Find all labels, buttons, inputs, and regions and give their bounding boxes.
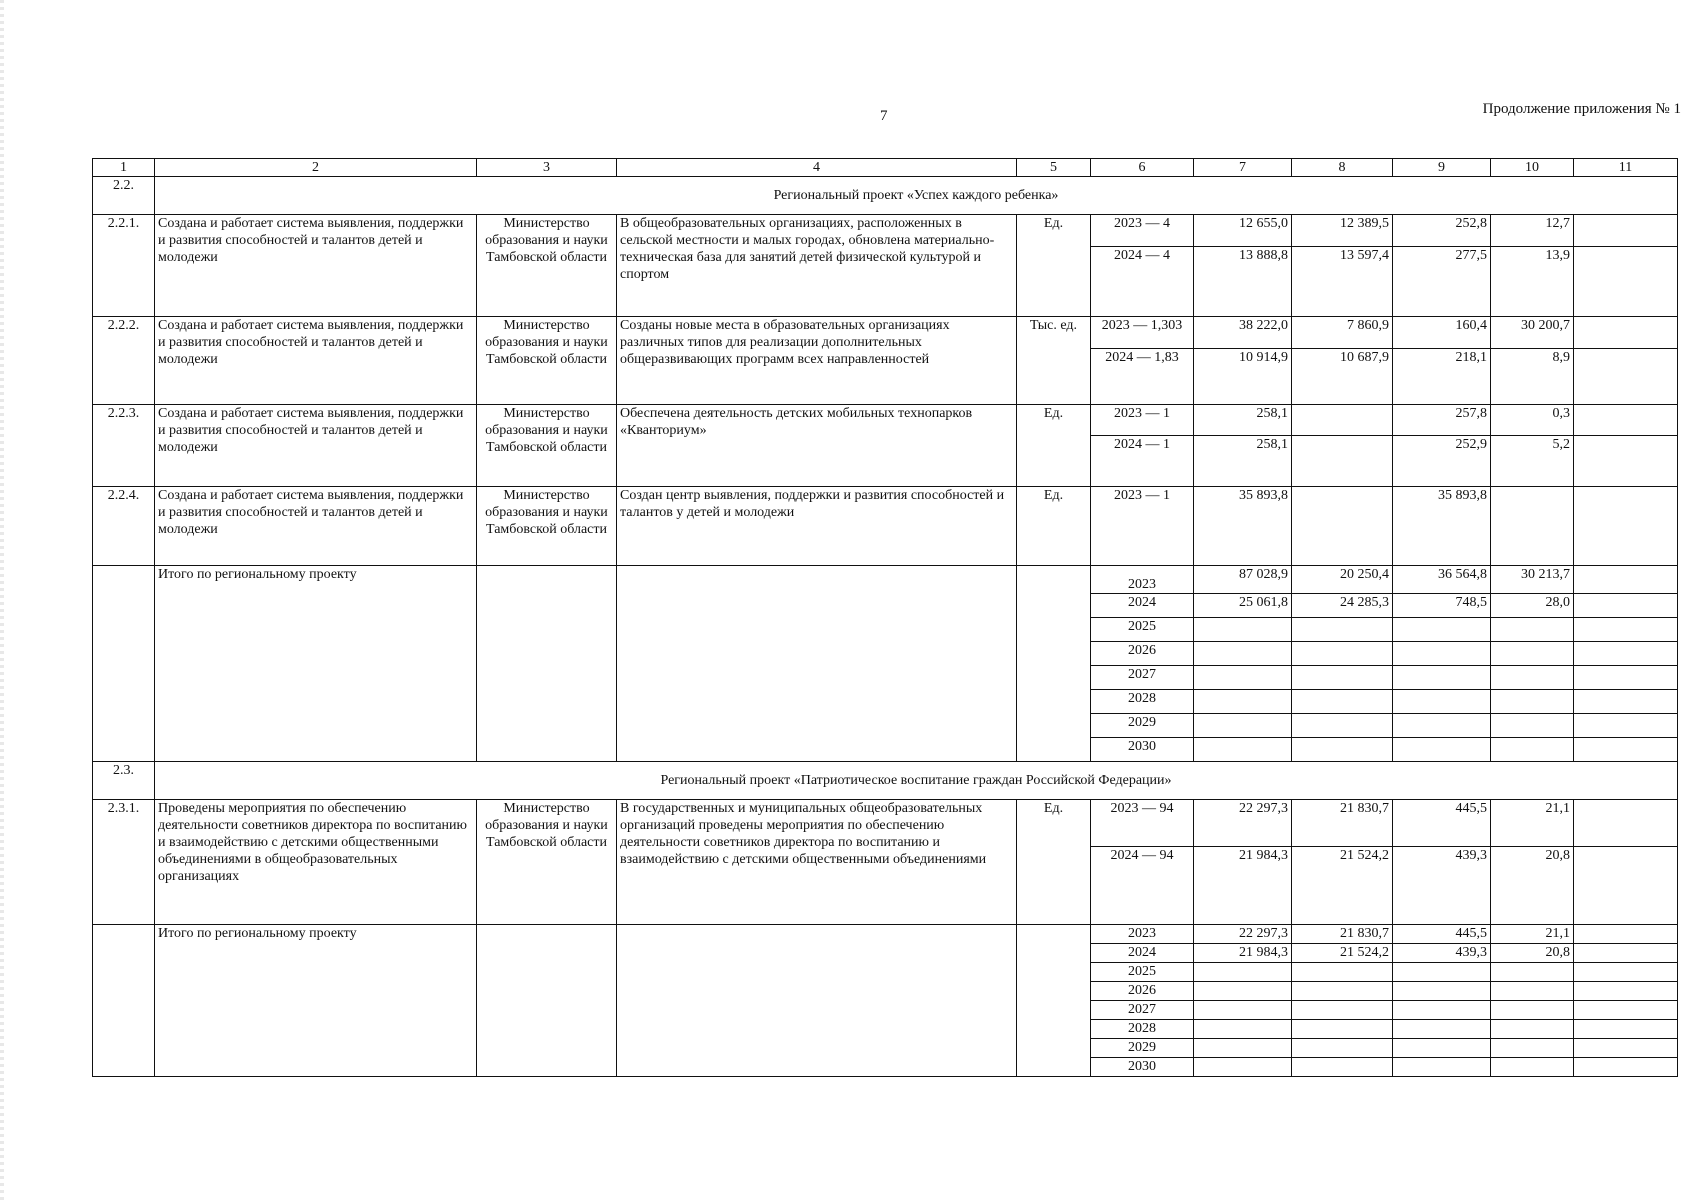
- amount-federal: 21 830,7: [1292, 800, 1393, 847]
- total-amount-local: [1491, 714, 1574, 738]
- total-amount-regional: [1393, 1058, 1491, 1077]
- section-row: [93, 177, 1678, 215]
- total-amount-total: [1194, 738, 1292, 762]
- total-amount-extra: [1574, 738, 1678, 762]
- total-row: [93, 566, 1678, 594]
- total-amount-local: 20,8: [1491, 944, 1574, 963]
- indicator-value: 2024 — 1: [1091, 436, 1194, 487]
- amount-local: 21,1: [1491, 800, 1574, 847]
- indicator-value: 2024 — 94: [1091, 847, 1194, 925]
- amount-regional: 160,4: [1393, 317, 1491, 349]
- indicator-text: В государственных и муниципальных общеобразовательных организаций проведены мероприятия по обеспечению деятельности советников директора по воспитанию и взаимодействию с детскими общественными объединениями: [617, 800, 1017, 925]
- total-amount-federal: 24 285,3: [1292, 594, 1393, 618]
- total-amount-total: [1194, 714, 1292, 738]
- amount-total: 12 655,0: [1194, 215, 1292, 247]
- amount-extra: [1574, 405, 1678, 436]
- row-number: 2.2.1.: [93, 215, 155, 317]
- amount-local: 12,7: [1491, 215, 1574, 247]
- total-unit: [1017, 566, 1091, 762]
- result-text: Создана и работает система выявления, поддержки и развития способностей и талантов детей и молодежи: [155, 317, 477, 405]
- table-row: [93, 405, 1678, 436]
- amount-total: 258,1: [1194, 436, 1292, 487]
- total-year: 2025: [1091, 618, 1194, 642]
- amount-regional: 257,8: [1393, 405, 1491, 436]
- amount-total: 21 984,3: [1194, 847, 1292, 925]
- total-amount-local: [1491, 982, 1574, 1001]
- total-year: 2023: [1091, 566, 1194, 594]
- indicator-text: В общеобразовательных организациях, расположенных в сельской местности и малых городах, обновлена материально-техническая база для занятий детей физической культурой и спортом: [617, 215, 1017, 317]
- column-number: 4: [617, 159, 1017, 177]
- total-amount-regional: [1393, 1039, 1491, 1058]
- total-amount-extra: [1574, 666, 1678, 690]
- total-amount-extra: [1574, 1020, 1678, 1039]
- amount-federal: [1292, 436, 1393, 487]
- total-year: 2030: [1091, 1058, 1194, 1077]
- total-amount-regional: [1393, 666, 1491, 690]
- amount-total: 22 297,3: [1194, 800, 1292, 847]
- responsible-executor: Министерство образования и науки Тамбовской области: [477, 405, 617, 487]
- table-row: [93, 215, 1678, 247]
- total-year: 2026: [1091, 982, 1194, 1001]
- total-amount-extra: [1574, 690, 1678, 714]
- total-amount-regional: [1393, 738, 1491, 762]
- total-amount-federal: [1292, 618, 1393, 642]
- total-unit: [1017, 925, 1091, 1077]
- indicator-text: Созданы новые места в образовательных организациях различных типов для реализации дополнительных общеразвивающих программ всех направленностей: [617, 317, 1017, 405]
- total-amount-local: [1491, 1001, 1574, 1020]
- row-number: 2.3.1.: [93, 800, 155, 925]
- column-number: 8: [1292, 159, 1393, 177]
- indicator-value: 2024 — 1,83: [1091, 349, 1194, 405]
- total-amount-extra: [1574, 963, 1678, 982]
- total-amount-regional: 748,5: [1393, 594, 1491, 618]
- amount-federal: 7 860,9: [1292, 317, 1393, 349]
- total-year: 2024: [1091, 594, 1194, 618]
- total-amount-federal: [1292, 1001, 1393, 1020]
- amount-extra: [1574, 247, 1678, 317]
- total-year: 2029: [1091, 714, 1194, 738]
- table-row: [93, 800, 1678, 847]
- column-number: 7: [1194, 159, 1292, 177]
- amount-total: 258,1: [1194, 405, 1292, 436]
- table-row: [93, 487, 1678, 566]
- total-amount-local: 30 213,7: [1491, 566, 1574, 594]
- total-amount-regional: [1393, 714, 1491, 738]
- total-year: 2024: [1091, 944, 1194, 963]
- total-amount-total: [1194, 1020, 1292, 1039]
- total-year: 2029: [1091, 1039, 1194, 1058]
- total-amount-extra: [1574, 944, 1678, 963]
- amount-local: 30 200,7: [1491, 317, 1574, 349]
- total-amount-local: [1491, 1058, 1574, 1077]
- amount-extra: [1574, 800, 1678, 847]
- total-amount-total: [1194, 963, 1292, 982]
- unit-of-measure: Тыс. ед.: [1017, 317, 1091, 405]
- total-amount-extra: [1574, 1039, 1678, 1058]
- total-amount-regional: [1393, 642, 1491, 666]
- total-amount-local: [1491, 666, 1574, 690]
- row-number: 2.2.3.: [93, 405, 155, 487]
- total-amount-regional: [1393, 1001, 1491, 1020]
- total-amount-federal: [1292, 666, 1393, 690]
- total-amount-total: 87 028,9: [1194, 566, 1292, 594]
- amount-federal: [1292, 487, 1393, 566]
- amount-extra: [1574, 847, 1678, 925]
- amount-extra: [1574, 436, 1678, 487]
- page-number: 7: [880, 108, 888, 124]
- amount-total: 10 914,9: [1194, 349, 1292, 405]
- total-amount-extra: [1574, 925, 1678, 944]
- section-title: Региональный проект «Успех каждого ребенка»: [155, 177, 1678, 215]
- table-row: [93, 317, 1678, 349]
- responsible-executor: Министерство образования и науки Тамбовской области: [477, 487, 617, 566]
- total-year: 2028: [1091, 1020, 1194, 1039]
- total-amount-total: [1194, 642, 1292, 666]
- responsible-executor: Министерство образования и науки Тамбовской области: [477, 317, 617, 405]
- total-amount-local: 28,0: [1491, 594, 1574, 618]
- section-number: 2.2.: [93, 177, 155, 215]
- amount-regional: 218,1: [1393, 349, 1491, 405]
- indicator-value: 2023 — 4: [1091, 215, 1194, 247]
- section-title: Региональный проект «Патриотическое воспитание граждан Российской Федерации»: [155, 762, 1678, 800]
- row-number: 2.2.2.: [93, 317, 155, 405]
- total-amount-federal: [1292, 963, 1393, 982]
- total-amount-local: 21,1: [1491, 925, 1574, 944]
- total-amount-regional: [1393, 690, 1491, 714]
- total-amount-extra: [1574, 566, 1678, 594]
- column-number-row: [93, 159, 1678, 177]
- indicator-value: 2023 — 94: [1091, 800, 1194, 847]
- total-amount-local: [1491, 618, 1574, 642]
- total-amount-total: [1194, 690, 1292, 714]
- total-number: [93, 566, 155, 762]
- section-number: 2.3.: [93, 762, 155, 800]
- total-amount-total: [1194, 1001, 1292, 1020]
- total-amount-federal: [1292, 642, 1393, 666]
- total-amount-extra: [1574, 642, 1678, 666]
- total-amount-total: 21 984,3: [1194, 944, 1292, 963]
- total-amount-regional: 445,5: [1393, 925, 1491, 944]
- amount-regional: 445,5: [1393, 800, 1491, 847]
- amount-local: 8,9: [1491, 349, 1574, 405]
- total-row: [93, 925, 1678, 944]
- total-amount-total: 22 297,3: [1194, 925, 1292, 944]
- total-indicator: [617, 566, 1017, 762]
- indicator-value: 2023 — 1: [1091, 405, 1194, 436]
- amount-regional: 252,9: [1393, 436, 1491, 487]
- amount-local: [1491, 487, 1574, 566]
- amount-extra: [1574, 487, 1678, 566]
- total-amount-federal: [1292, 1058, 1393, 1077]
- total-amount-total: [1194, 666, 1292, 690]
- total-amount-extra: [1574, 714, 1678, 738]
- total-amount-regional: [1393, 982, 1491, 1001]
- total-amount-extra: [1574, 982, 1678, 1001]
- total-amount-federal: 21 524,2: [1292, 944, 1393, 963]
- total-amount-regional: [1393, 963, 1491, 982]
- amount-federal: 10 687,9: [1292, 349, 1393, 405]
- total-amount-total: [1194, 1039, 1292, 1058]
- total-number: [93, 925, 155, 1077]
- total-amount-federal: [1292, 1039, 1393, 1058]
- amount-local: 13,9: [1491, 247, 1574, 317]
- total-amount-federal: [1292, 738, 1393, 762]
- section-row: [93, 762, 1678, 800]
- amount-regional: 439,3: [1393, 847, 1491, 925]
- amount-regional: 277,5: [1393, 247, 1491, 317]
- total-amount-regional: 36 564,8: [1393, 566, 1491, 594]
- amount-federal: 21 524,2: [1292, 847, 1393, 925]
- total-label: Итого по региональному проекту: [155, 566, 477, 762]
- total-year: 2027: [1091, 1001, 1194, 1020]
- total-amount-federal: [1292, 714, 1393, 738]
- total-responsible: [477, 566, 617, 762]
- total-amount-regional: [1393, 618, 1491, 642]
- column-number: 5: [1017, 159, 1091, 177]
- total-label: Итого по региональному проекту: [155, 925, 477, 1077]
- responsible-executor: Министерство образования и науки Тамбовской области: [477, 800, 617, 925]
- indicator-text: Создан центр выявления, поддержки и развития способностей и талантов у детей и молодежи: [617, 487, 1017, 566]
- column-number: 6: [1091, 159, 1194, 177]
- amount-extra: [1574, 215, 1678, 247]
- column-number: 10: [1491, 159, 1574, 177]
- total-amount-regional: 439,3: [1393, 944, 1491, 963]
- column-number: 9: [1393, 159, 1491, 177]
- total-responsible: [477, 925, 617, 1077]
- column-number: 3: [477, 159, 617, 177]
- amount-regional: 252,8: [1393, 215, 1491, 247]
- amount-federal: 12 389,5: [1292, 215, 1393, 247]
- total-amount-local: [1491, 963, 1574, 982]
- amount-total: 35 893,8: [1194, 487, 1292, 566]
- unit-of-measure: Ед.: [1017, 800, 1091, 925]
- total-amount-local: [1491, 1039, 1574, 1058]
- total-amount-local: [1491, 738, 1574, 762]
- result-text: Создана и работает система выявления, поддержки и развития способностей и талантов детей и молодежи: [155, 487, 477, 566]
- total-amount-federal: [1292, 690, 1393, 714]
- responsible-executor: Министерство образования и науки Тамбовской области: [477, 215, 617, 317]
- amount-extra: [1574, 349, 1678, 405]
- total-year: 2027: [1091, 666, 1194, 690]
- column-number: 11: [1574, 159, 1678, 177]
- indicator-value: 2024 — 4: [1091, 247, 1194, 317]
- total-amount-local: [1491, 690, 1574, 714]
- total-amount-total: 25 061,8: [1194, 594, 1292, 618]
- result-text: Проведены мероприятия по обеспечению деятельности советников директора по воспитанию и взаимодействию с детскими общественными объединениями в общеобразовательных организациях: [155, 800, 477, 925]
- column-number: 1: [93, 159, 155, 177]
- result-text: Создана и работает система выявления, поддержки и развития способностей и талантов детей и молодежи: [155, 215, 477, 317]
- total-amount-extra: [1574, 618, 1678, 642]
- total-year: 2026: [1091, 642, 1194, 666]
- total-amount-local: [1491, 642, 1574, 666]
- unit-of-measure: Ед.: [1017, 215, 1091, 317]
- total-amount-total: [1194, 982, 1292, 1001]
- amount-regional: 35 893,8: [1393, 487, 1491, 566]
- total-year: 2025: [1091, 963, 1194, 982]
- total-amount-federal: 21 830,7: [1292, 925, 1393, 944]
- indicator-value: 2023 — 1,303: [1091, 317, 1194, 349]
- amount-total: 38 222,0: [1194, 317, 1292, 349]
- row-number: 2.2.4.: [93, 487, 155, 566]
- total-amount-federal: [1292, 982, 1393, 1001]
- total-amount-extra: [1574, 1058, 1678, 1077]
- amount-local: 20,8: [1491, 847, 1574, 925]
- scan-edge: [0, 0, 4, 1200]
- total-amount-total: [1194, 1058, 1292, 1077]
- total-amount-extra: [1574, 594, 1678, 618]
- total-amount-federal: 20 250,4: [1292, 566, 1393, 594]
- amount-local: 5,2: [1491, 436, 1574, 487]
- total-amount-regional: [1393, 1020, 1491, 1039]
- total-year: 2028: [1091, 690, 1194, 714]
- total-amount-total: [1194, 618, 1292, 642]
- amount-total: 13 888,8: [1194, 247, 1292, 317]
- total-year: 2030: [1091, 738, 1194, 762]
- unit-of-measure: Ед.: [1017, 405, 1091, 487]
- total-amount-extra: [1574, 1001, 1678, 1020]
- indicator-text: Обеспечена деятельность детских мобильных технопарков «Кванториум»: [617, 405, 1017, 487]
- appendix-caption: Продолжение приложения № 1: [1482, 101, 1681, 117]
- amount-local: 0,3: [1491, 405, 1574, 436]
- amount-extra: [1574, 317, 1678, 349]
- result-text: Создана и работает система выявления, поддержки и развития способностей и талантов детей и молодежи: [155, 405, 477, 487]
- unit-of-measure: Ед.: [1017, 487, 1091, 566]
- total-year: 2023: [1091, 925, 1194, 944]
- budget-table: [92, 158, 1678, 1077]
- total-amount-federal: [1292, 1020, 1393, 1039]
- amount-federal: 13 597,4: [1292, 247, 1393, 317]
- column-number: 2: [155, 159, 477, 177]
- indicator-value: 2023 — 1: [1091, 487, 1194, 566]
- total-indicator: [617, 925, 1017, 1077]
- total-amount-local: [1491, 1020, 1574, 1039]
- amount-federal: [1292, 405, 1393, 436]
